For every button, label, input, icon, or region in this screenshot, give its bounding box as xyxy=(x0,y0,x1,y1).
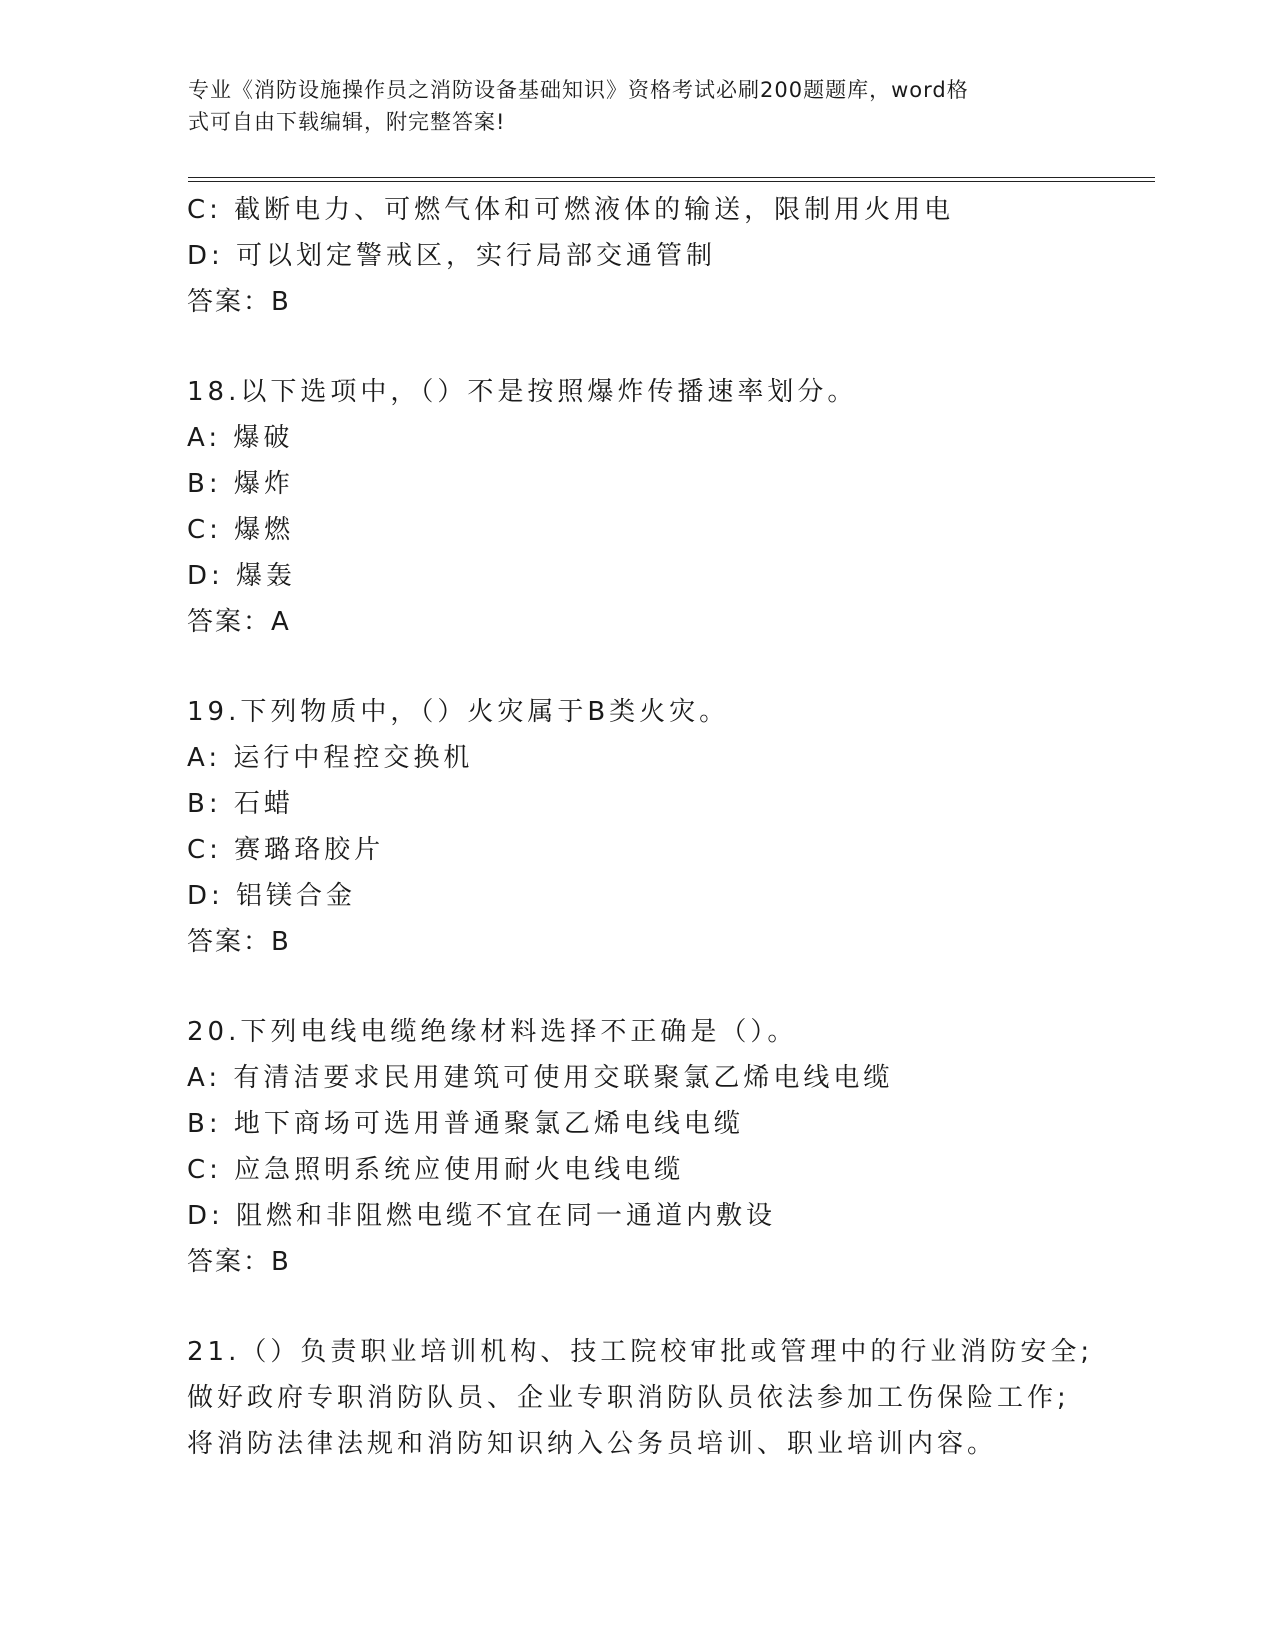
header-double-rule xyxy=(188,177,1155,182)
q18-option-c: C: 爆燃 xyxy=(187,515,295,545)
header-line-2: 式可自由下载编辑，附完整答案! xyxy=(188,110,506,134)
q17-option-d: D: 可以划定警戒区，实行局部交通管制 xyxy=(187,241,717,271)
q19-question: 19.下列物质中，（）火灾属于B类火灾。 xyxy=(187,697,730,727)
q18-option-b: B: 爆炸 xyxy=(187,469,294,499)
q20-option-d: D: 阻燃和非阻燃电缆不宜在同一通道内敷设 xyxy=(187,1201,777,1231)
q21-question-line-1: 21.（）负责职业培训机构、技工院校审批或管理中的行业消防安全; xyxy=(187,1337,1094,1367)
q19-option-c: C: 赛璐珞胶片 xyxy=(187,835,385,865)
document-header xyxy=(188,74,1088,138)
q20-option-c: C: 应急照明系统应使用耐火电线电缆 xyxy=(187,1155,685,1185)
q21-question-line-2: 做好政府专职消防队员、企业专职消防队员依法参加工伤保险工作; xyxy=(187,1383,1070,1413)
q18-option-a: A: 爆破 xyxy=(187,423,294,453)
q19-answer: 答案：B xyxy=(187,927,291,957)
q18-option-d: D: 爆轰 xyxy=(187,561,297,591)
q19-option-a: A: 运行中程控交换机 xyxy=(187,743,474,773)
header-line-1: 专业《消防设施操作员之消防设备基础知识》资格考试必刷200题题库，word格 xyxy=(188,78,969,102)
q20-answer: 答案：B xyxy=(187,1247,291,1277)
q19-option-b: B: 石蜡 xyxy=(187,789,294,819)
q20-question: 20.下列电线电缆绝缘材料选择不正确是（）。 xyxy=(187,1017,798,1047)
q18-question: 18.以下选项中，（）不是按照爆炸传播速率划分。 xyxy=(187,377,858,407)
q17-answer: 答案：B xyxy=(187,287,291,317)
q18-answer: 答案：A xyxy=(187,607,291,637)
q21-question-line-3: 将消防法律法规和消防知识纳入公务员培训、职业培训内容。 xyxy=(187,1429,998,1459)
q19-option-d: D: 铝镁合金 xyxy=(187,881,357,911)
q20-option-b: B: 地下商场可选用普通聚氯乙烯电线电缆 xyxy=(187,1109,744,1139)
q17-option-c: C: 截断电力、可燃气体和可燃液体的输送，限制用火用电 xyxy=(187,195,955,225)
q20-option-a: A: 有清洁要求民用建筑可使用交联聚氯乙烯电线电缆 xyxy=(187,1063,894,1093)
